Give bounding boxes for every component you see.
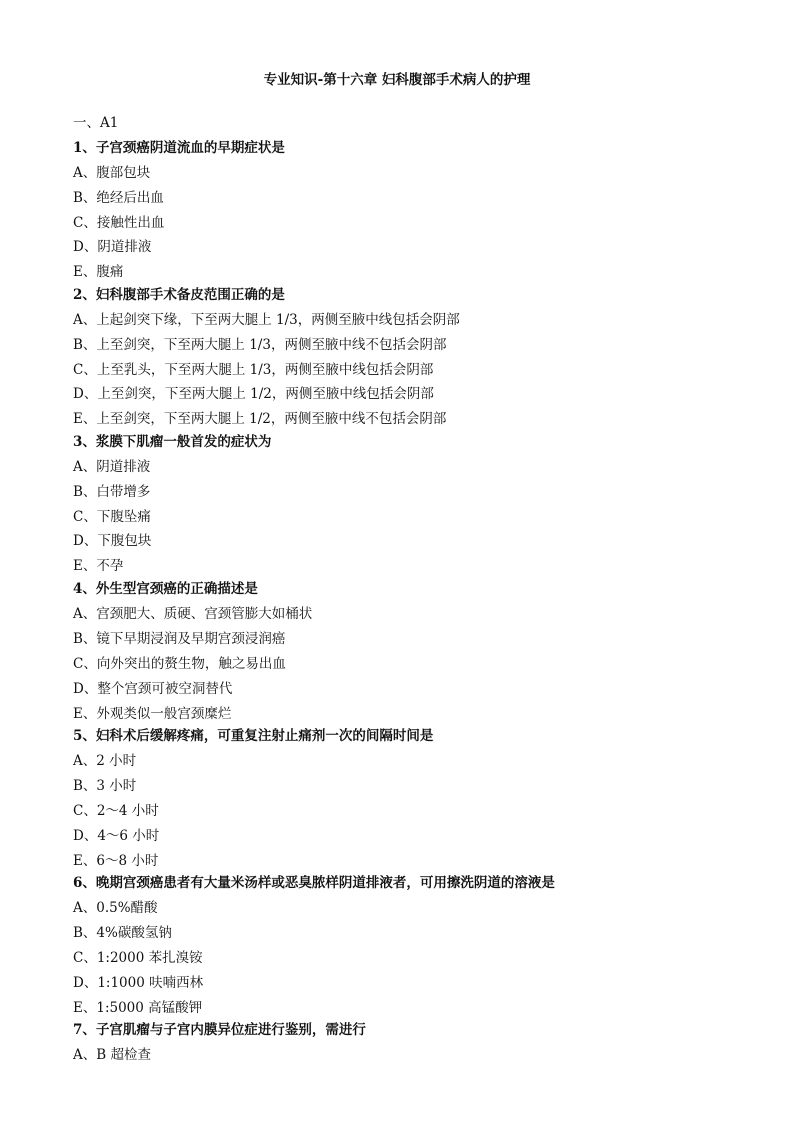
question-2-option-c: C、上至乳头，下至两大腿上 1/3，两侧至腋中线包括会阴部 [73,362,434,378]
question-3-option-c: C、下腹坠痛 [73,509,151,525]
question-5-stem: 5、妇科术后缓解疼痛，可重复注射止痛剂一次的间隔时间是 [73,728,434,744]
question-4-option-b: B、镜下早期浸润及早期宫颈浸润癌 [73,631,286,647]
question-1-option-a: A、腹部包块 [73,165,151,181]
question-4-stem: 4、外生型宫颈癌的正确描述是 [73,581,258,597]
question-4-option-a: A、宫颈肥大、质硬、宫颈管膨大如桶状 [73,606,313,622]
question-6-option-c: C、1:2000 苯扎溴铵 [73,950,203,966]
question-2-option-a: A、上起剑突下缘，下至两大腿上 1/3，两侧至腋中线包括会阴部 [73,312,460,328]
question-7-stem: 7、子宫肌瘤与子宫内膜异位症进行鉴别，需进行 [73,1022,366,1038]
question-2-stem: 2、妇科腹部手术备皮范围正确的是 [73,287,285,303]
question-6-option-b: B、4%碳酸氢钠 [73,925,172,941]
question-5-option-e: E、6～8 小时 [73,853,159,869]
question-1-option-b: B、绝经后出血 [73,190,164,206]
question-1-stem: 1、子宫颈癌阴道流血的早期症状是 [73,140,285,156]
question-4-option-e: E、外观类似一般宫颈糜烂 [73,706,232,722]
question-3-option-e: E、不孕 [73,558,124,574]
question-4-option-d: D、整个宫颈可被空洞替代 [73,681,233,697]
question-3-option-d: D、下腹包块 [73,533,152,549]
question-6-option-d: D、1:1000 呋喃西林 [73,975,204,991]
question-3-stem: 3、浆膜下肌瘤一般首发的症状为 [73,434,272,450]
page-title: 专业知识-第十六章 妇科腹部手术病人的护理 [263,72,531,88]
question-6-option-a: A、0.5%醋酸 [73,900,158,916]
question-5-option-c: C、2～4 小时 [73,803,159,819]
question-4-option-c: C、向外突出的赘生物，触之易出血 [73,656,286,672]
question-6-option-e: E、1:5000 高锰酸钾 [73,1000,203,1016]
question-1-option-d: D、阴道排液 [73,239,152,255]
question-1-option-c: C、接触性出血 [73,215,165,231]
question-7-option-a: A、B 超检查 [73,1047,151,1063]
question-5-option-b: B、3 小时 [73,778,137,794]
question-3-option-b: B、白带增多 [73,484,151,500]
question-2-option-b: B、上至剑突，下至两大腿上 1/3，两侧至腋中线不包括会阴部 [73,337,447,353]
question-1-option-e: E、腹痛 [73,264,124,280]
question-6-stem: 6、晚期宫颈癌患者有大量米汤样或恶臭脓样阴道排液者，可用擦洗阴道的溶液是 [73,875,555,891]
section-heading: 一、A1 [73,115,119,131]
question-3-option-a: A、阴道排液 [73,459,151,475]
question-2-option-d: D、上至剑突，下至两大腿上 1/2，两侧至腋中线包括会阴部 [73,386,434,402]
question-5-option-a: A、2 小时 [73,753,137,769]
question-2-option-e: E、上至剑突，下至两大腿上 1/2，两侧至腋中线不包括会阴部 [73,411,447,427]
question-5-option-d: D、4～6 小时 [73,828,160,844]
